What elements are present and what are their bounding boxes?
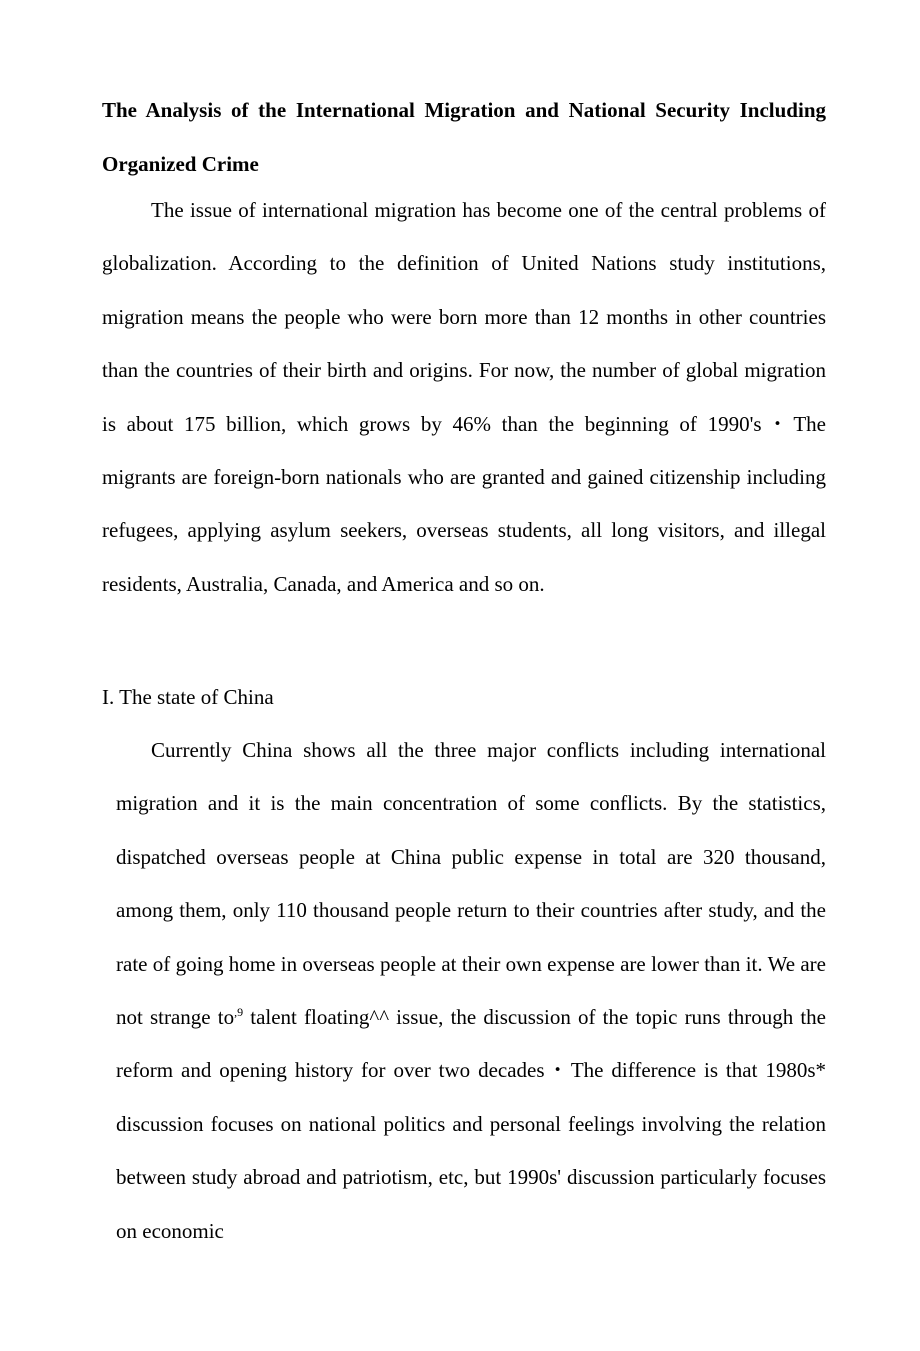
document-title: The Analysis of the International Migration and National Security Including Organized Crime — [102, 98, 826, 176]
intro-paragraph: The issue of international migration has become one of the central problems of globalization. According to the definition of United Nations study institutions, migration means the people who were born more than 12 months in other countries than the countries of their birth and origins. For now, the number of global migration is about 175 billion, which grows by 46% than the beginning of 1990's・The migrants are foreign-born nationals who are granted and gained citizenship including refugees, applying asylum seekers, overseas students, all long visitors, and illegal residents, Australia, Canada, and America and so on. — [102, 198, 826, 596]
china-paragraph-text-a: Currently China shows all the three major conflicts including international migration and it is the main concentration of some conflicts. By the statistics, dispatched overseas people at China public expense in total are 320 thousand, among them, only 110 thousand people return to their countries after study, and the rate of going home in overseas people at their own expense are lower than it. We are not strange to — [116, 738, 826, 1030]
footnote-superscript: ,9 — [234, 1005, 244, 1020]
china-paragraph-text-b: talent floating^^ issue, the discussion of the topic runs through the reform and opening history for over two decades・The difference is that 1980s* discussion focuses on national politics and personal feelings involving the relation between study abroad and patriotism, etc, but 1990s' discussion particularly focuses on economic — [116, 1005, 826, 1243]
section-heading: I. The state of China — [102, 685, 274, 709]
china-paragraph — [116, 724, 826, 1258]
